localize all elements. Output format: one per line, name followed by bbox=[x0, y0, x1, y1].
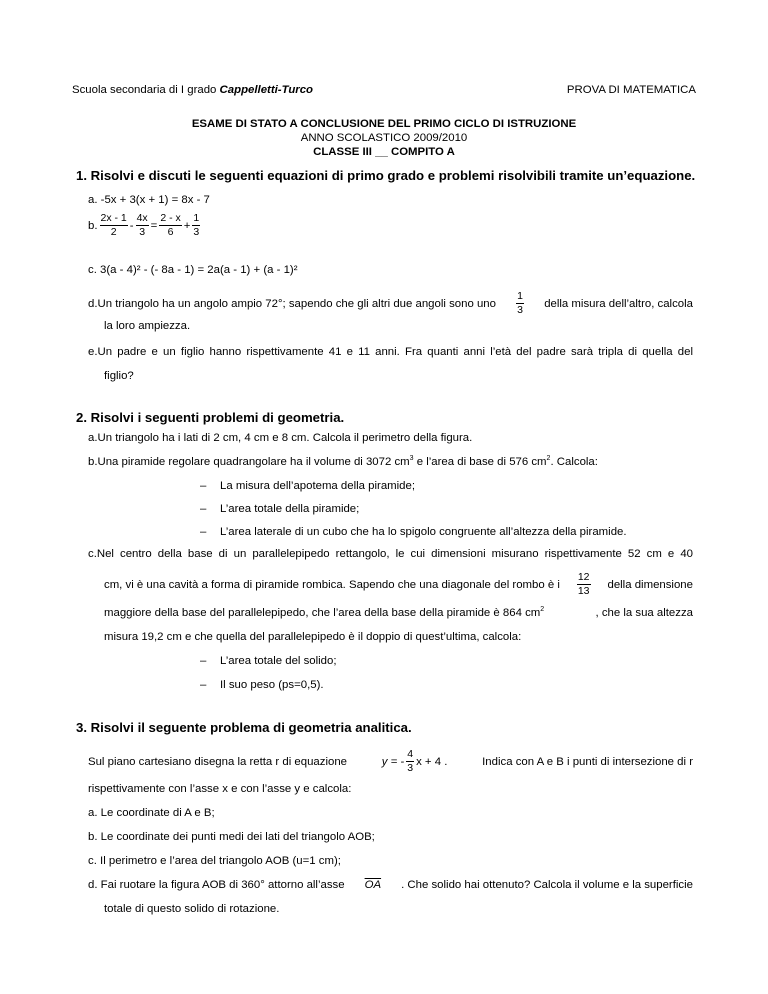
eq-b-op3: + bbox=[183, 219, 191, 232]
class-line: CLASSE III __ COMPITO A bbox=[313, 146, 455, 158]
eq-b-op1: - bbox=[129, 219, 134, 232]
problem-e-line1: e.Un padre e un figlio hanno rispettivamente 41 e 11 anni. Fra quanti anni l’età del padre sarà tripla di quella del bbox=[88, 346, 693, 358]
eq-b-frac1: $\frac{2x - 1}{2}$ bbox=[100, 212, 127, 238]
problem-d-text2: della misura dell’altro, calcola bbox=[544, 297, 693, 310]
problem-d-frac: $\frac{1}{3}$ bbox=[517, 290, 523, 316]
geo-c-line3: maggiore della base del parallelepipedo, che l’area della base della piramide è 864 $cm^2$ , che la sua altezza bbox=[104, 606, 693, 619]
test-title: PROVA DI MATEMATICA bbox=[566, 84, 696, 96]
geo-c-line1: c.Nel centro della base di un parallelepipedo rettangolo, le cui dimensioni misurano rispettivamente 52 cm e 40 bbox=[88, 548, 693, 560]
problem-d bbox=[88, 290, 693, 317]
analytic-line1-text1: Sul piano cartesiano disegna la retta r di equazione bbox=[88, 755, 347, 768]
geo-c-item-2: – Il suo peso (ps=0,5). bbox=[200, 679, 324, 691]
eq-a: a. -5x + 3(x + 1) = 8x - 7 bbox=[88, 194, 210, 206]
eq-b-frac4: $\frac{1}{3}$ bbox=[193, 212, 200, 238]
geo-b: b.Una piramide regolare quadrangolare ha il volume di 3072 $cm^3$ e l’area di base di 576 $cm^2$. Calcola: bbox=[88, 455, 598, 468]
section2-heading: 2. Risolvi i seguenti problemi di geometria. bbox=[76, 410, 345, 425]
geo-c-line2-text1: cm, vi è una cavità a forma di piramide rombica. Sapendo che una diagonale del rombo è i bbox=[104, 578, 560, 591]
geo-b-item-1: – La misura dell’apotema della piramide; bbox=[200, 480, 416, 492]
geo-b-item-2: – L’area totale della piramide; bbox=[200, 503, 360, 515]
axis-oa: $\overline{OA}$ bbox=[364, 879, 382, 891]
school-line bbox=[72, 84, 313, 96]
eq-b-label: b. bbox=[88, 219, 98, 232]
analytic-line1-text2: Indica con A e B i punti di intersezione di r bbox=[482, 755, 693, 768]
eq-b bbox=[88, 212, 202, 239]
geo-a: a.Un triangolo ha i lati di 2 cm, 4 cm e 8 cm. Calcola il perimetro della figura. bbox=[88, 432, 473, 444]
analytic-item-a: a. Le coordinate di A e B; bbox=[88, 807, 215, 819]
school-name: Cappelletti-Turco bbox=[219, 84, 314, 96]
analytic-line2: rispettivamente con l’asse x e con l’asse y e calcola: bbox=[88, 783, 352, 795]
geo-c-line4: misura 19,2 cm e che quella del parallelepipedo è il doppio di quest’ultima, calcola: bbox=[104, 631, 522, 643]
problem-e-line2: figlio? bbox=[104, 370, 134, 382]
analytic-item-d: d. Fai ruotare la figura AOB di 360° attorno all’asse $\overline{OA}$ . Che solido hai ottenuto? Calcola il volume e la superficie bbox=[88, 879, 693, 891]
section3-heading: 3. Risolvi il seguente problema di geometria analitica. bbox=[76, 720, 412, 735]
eq-c: c. 3(a - 4)² - (- 8a - 1) = 2a(a - 1) + (a - 1)² bbox=[88, 264, 298, 276]
line-equation: y = - $\frac{4}{3}$ x + 4 . bbox=[381, 748, 448, 774]
problem-d-line2: la loro ampiezza. bbox=[104, 320, 191, 332]
school-prefix: Scuola secondaria di I grado bbox=[72, 84, 217, 96]
exam-title: ESAME DI STATO A CONCLUSIONE DEL PRIMO CICLO DI ISTRUZIONE bbox=[191, 118, 577, 130]
analytic-item-b: b. Le coordinate dei punti medi dei lati del triangolo AOB; bbox=[88, 831, 375, 843]
geo-c-line2 bbox=[104, 571, 693, 598]
problem-d-text1: d.Un triangolo ha un angolo ampio 72°; sapendo che gli altri due angoli sono uno bbox=[88, 297, 496, 310]
analytic-line1 bbox=[88, 748, 693, 775]
geo-b-item-3: – L’area laterale di un cubo che ha lo spigolo congruente all’altezza della piramide. bbox=[200, 526, 627, 538]
geo-c-line2-text2: della dimensione bbox=[607, 578, 693, 591]
school-year: ANNO SCOLASTICO 2009/2010 bbox=[300, 132, 468, 144]
analytic-item-c: c. Il perimetro e l’area del triangolo AOB (u=1 cm); bbox=[88, 855, 341, 867]
eq-b-frac2: $\frac{4x}{3}$ bbox=[136, 212, 148, 238]
eq-b-op2: = bbox=[150, 219, 158, 232]
geo-c-item-1: – L’area totale del solido; bbox=[200, 655, 337, 667]
section1-heading: 1. Risolvi e discuti le seguenti equazioni di primo grado e problemi risolvibili tramite un’equazione. bbox=[76, 168, 696, 183]
geo-c-frac: $\frac{12}{13}$ bbox=[577, 571, 590, 597]
eq-b-frac3: $\frac{2 - x}{6}$ bbox=[160, 212, 181, 238]
analytic-item-d-line2: totale di questo solido di rotazione. bbox=[104, 903, 280, 915]
